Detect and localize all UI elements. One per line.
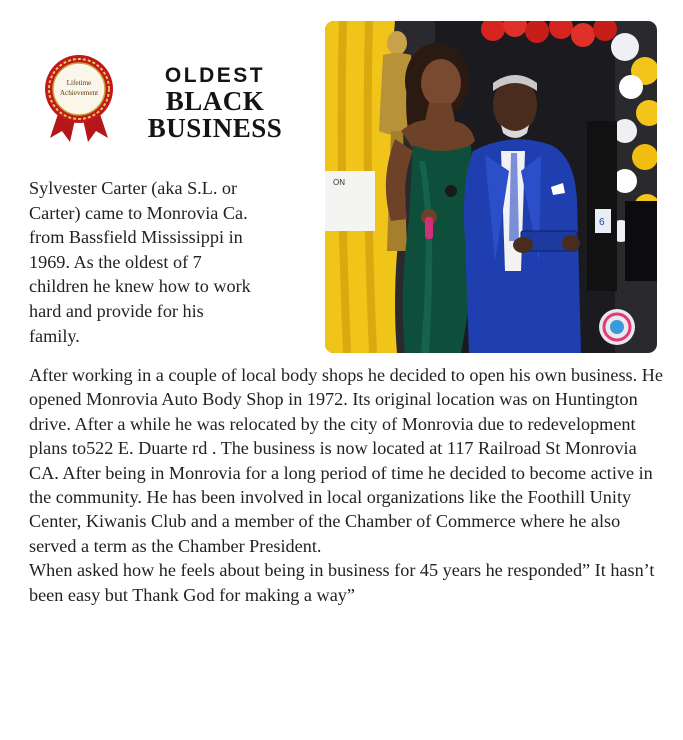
page-title (140, 64, 290, 142)
banner-text: ON (333, 178, 345, 187)
intro-line: 1969. As the oldest of 7 (29, 251, 202, 272)
badge-line-2: Achievement (59, 89, 99, 97)
intro-line: hard and provide for his (29, 300, 204, 321)
card-text: 6 (599, 217, 605, 228)
intro-line: Carter) came to Monrovia Ca. (29, 202, 248, 223)
body-paragraph: After working in a couple of local body shops he decided to open his own business. He opened Monrovia Auto Body Shop in 1972. Its original location was on Huntington drive. After a while he was relocated by the city of Monrovia due to redevelopment plans to522 E. Duarte rd . The business is now located at 117 Railroad St Monrovia CA. After being in Monrovia for a long period of time he decided to become active in the community. He has been involved in local organizations like the Foothill Unity Center, Kiwanis Club and a member of the Chamber of Commerce where he also served a term as the Chamber President. (29, 365, 663, 556)
biography-text (29, 363, 664, 607)
title-line-oldest: OLDEST (164, 64, 266, 87)
body-paragraph: When asked how he feels about being in business for 45 years he responded” It hasn’t been easy but Thank God for making a way” (29, 560, 655, 605)
intro-line: Sylvester Carter (aka S.L. or (29, 178, 238, 198)
intro-line: from Bassfield Mississippi in (29, 227, 243, 248)
intro-line: family. (29, 325, 80, 346)
award-ribbon-icon (42, 52, 116, 144)
badge-line-1: Lifetime (66, 79, 92, 87)
award-photo (325, 21, 657, 353)
intro-paragraph (29, 176, 314, 348)
lifetime-achievement-badge (42, 52, 116, 144)
intro-line: children he knew how to work (29, 276, 251, 297)
title-line-business: BUSINESS (147, 113, 283, 143)
award-photo-illustration (325, 21, 657, 353)
title-line-black: BLACK (165, 86, 265, 116)
